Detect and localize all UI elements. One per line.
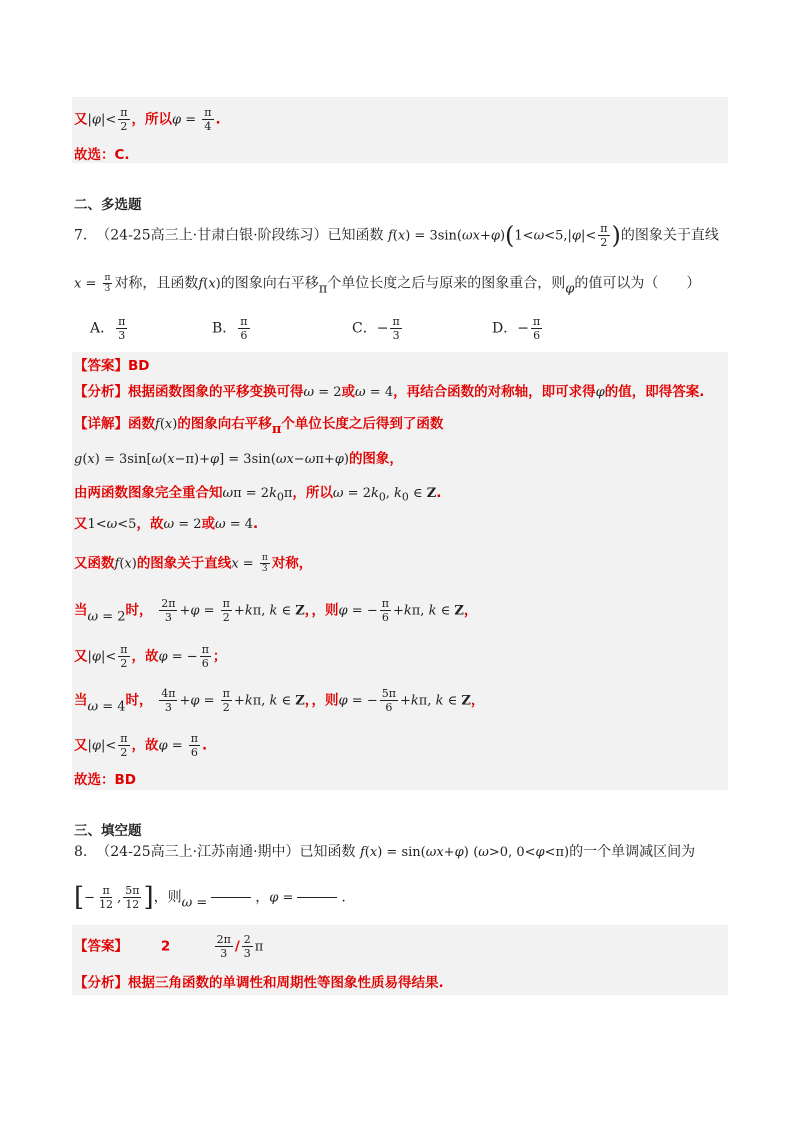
q8-stem-line2: [− $\frac{\pi}{12}$ , $\frac{5\pi}{12}$ ]，则ω = ，φ = . (74, 882, 346, 913)
prev-choice: 故选：C. (74, 147, 130, 163)
q7-phi-case-4: 又|φ|< $\frac{\pi}{2}$ ，故φ = $\frac{\pi}{6}$ . (74, 732, 208, 759)
q7-omega-values: 又1<ω<5，故ω = 2或ω = 4. (74, 516, 259, 532)
q7-case-omega-4: 当ω = 4时， $\frac{4\pi}{3}$ +φ = $\frac{\pi}{2}$ +kπ, k ∈ Z，，则φ = − $\frac{5\pi}{6}$ +kπ, k ∈ Z， (74, 687, 485, 715)
q7-stem-line1: 7. （24-25高三上·甘肃白银·阶段练习）已知函数 f(x) = 3sin(ωx+φ)(1<ω<5,|φ|< $\frac{\pi}{2}$ )的图象关于直线 (74, 221, 719, 250)
q8-omega-blank[interactable] (211, 897, 251, 898)
q7-case-omega-2: 当ω = 2时， $\frac{2\pi}{3}$ +φ = $\frac{\pi}{2}$ +kπ, k ∈ Z，，则φ = − $\frac{\pi}{6}$ +kπ, k ∈ Z， (74, 597, 478, 625)
q7-option-b[interactable]: B． $\frac{\pi}{6}$ (212, 315, 248, 342)
section-title-fill-in: 三、填空题 (74, 823, 142, 839)
q8-analysis: 【分析】根据三角函数的单调性和周期性等图象性质易得结果. (74, 975, 444, 991)
q7-option-c[interactable]: C．− $\frac{\pi}{3}$ (352, 315, 400, 342)
q7-analysis: 【分析】根据函数图象的平移变换可得ω = 2或ω = 4，再结合函数的对称轴，即可求得φ的值，即得答案. (74, 384, 705, 400)
q8-stem-line1: 8. （24-25高三上·江苏南通·期中）已知函数 f(x) = sin(ωx+φ) (ω>0, 0<φ<π)的一个单调减区间为 (74, 844, 696, 860)
q7-choose: 故选：BD (74, 772, 136, 788)
q7-overlap: 由两函数图象完全重合知$\omega\pi = 2k_0\pi$，所以$\omega = 2k_0$, $k_0$ ∈ Z. (74, 485, 442, 504)
q7-g-function: g(x) = 3sin[ω(x−π)+φ] = 3sin(ωx−ωπ+φ)的图象， (74, 451, 403, 467)
q7-phi-case-2: 又|φ|< $\frac{\pi}{2}$ ，故φ = − $\frac{\pi}{6}$ ； (74, 643, 227, 670)
q8-answer: 【答案】 2 $\frac{2\pi}{3}$ / $\frac{2}{3}$ π (74, 933, 264, 960)
q8-phi-blank[interactable] (297, 897, 337, 898)
prev-phi-line: 又|φ|< $\frac{\pi}{2}$ ，所以φ = $\frac{\pi}{4}$ . (74, 106, 221, 133)
q7-detail-intro: 【详解】函数f(x)的图象向右平移π个单位长度之后得到了函数 (74, 416, 444, 437)
q7-option-d[interactable]: D．− $\frac{\pi}{6}$ (492, 315, 541, 342)
q7-symmetry: 又函数f(x)的图象关于直线x = $\frac{\pi}{3}$ 对称， (74, 553, 313, 574)
q7-stem-line2: x = $\frac{\pi}{3}$ 对称，且函数f(x)的图象向右平移π个单位长度之后与原来的图象重合，则φ的值可以为（ ） (74, 273, 701, 297)
q7-answer: 【答案】BD (74, 358, 150, 374)
q7-option-a[interactable]: A． $\frac{\pi}{3}$ (90, 315, 126, 342)
section-title-multiple-choice: 二、多选题 (74, 197, 142, 213)
